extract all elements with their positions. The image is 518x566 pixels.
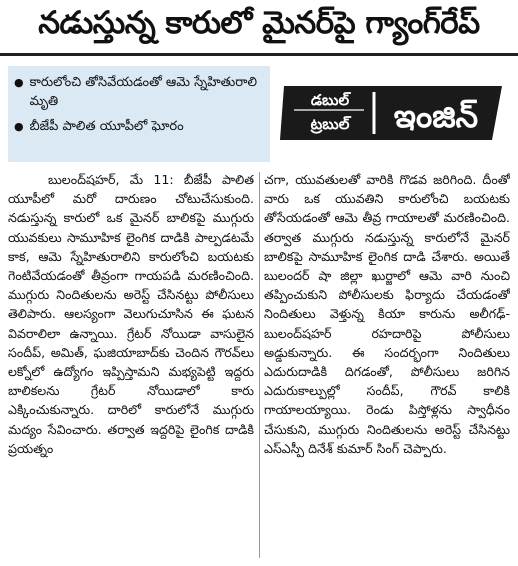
highlight-item <box>14 73 264 111</box>
article-paragraph: బులంద్‌షహర్, మే 11: బీజేపీ పాలిత యూపీలో మరో దారుణం చోటుచేసుకుంది. నడుస్తున్న కారులో ఒక మైనర్ బాలికపై ముగ్గురు యువకులు సామూహిక లైంగిక దాడికి పాల్పడటమే కాక, ఆమె స్నేహితురాలిని కారులోంచి బయటకు గెంటివేయడంతో తీవ్రంగా గాయపడి మరణించింది. ముగ్గురు నిందితులను అరెస్ట్ చేసినట్టు పోలీసులు తెలిపారు. ఆలస్యంగా వెలుగుచూసిన ఈ ఘటన వివరాలిలా ఉన్నాయి. గ్రేటర్ నోయిడా వాసులైన సందీప్, అమిత్, ఘజియాబాద్‌కు చెందిన గౌరవ్‌లు లక్నోలో ఉద్యోగం ఇప్పిస్తామని మభ్యపెట్టి ఇద్దరు బాలికలను గ్రేటర్ నోయిడాలో కారు ఎక్కించుకున్నారు. దారిలో కారులోనే ముగ్గురు మద్యం సేవించారు. తర్వాత ఇద్దరిపై లైంగిక దాడికి ప్రయత్నం <box>8 172 254 456</box>
highlight-text: కారులోంచి తోసివేయడంతో ఆమె స్నేహితురాలి మృతి <box>29 75 257 109</box>
double-trouble-engine-logo <box>280 78 506 148</box>
bullet-icon: ● <box>14 120 24 133</box>
highlight-text: బీజేపీ పాలిత యూపీలో ఘోరం <box>29 119 184 134</box>
column-divider <box>259 172 260 558</box>
highlight-item <box>14 117 264 136</box>
logo-word: ఇంజిన్ <box>393 97 479 135</box>
article-paragraph: చగా, యువతులతో వారికి గొడవ జరిగింది. దీంతో వారు ఒక యువతిని కారులోంచి బయటకు తోసేయడంతో ఆమె తీవ్ర గాయాలతో మరణించింది. తర్వాత ముగ్గురు నడుస్తున్న కారులోనే మైనర్ బాలికపై సామూహిక లైంగిక దాడి చేశారు. అయితే బులందర్ షా జిల్లా ఖుర్జాలో ఆమె వారి నుంచి తప్పించుకుని పోలీసులకు ఫిర్యాదు చేయడంతో నిందితులు వెళ్తున్న కియా కారును అలీగఢ్-బులంద్‌షహర్ రహదారిపై పోలీసులు అడ్డుకున్నారు. ఈ సందర్భంగా నిందితులు ఎదురుదాడికి దిగడంతో, పోలీసులు జరిగిన ఎదురుకాల్పుల్లో సందీప్, గౌరవ్ కాలికి గాయాలయ్యాయి. రెండు పిస్తోళ్లను స్వాధీనం చేసుకుని, ముగ్గురు నిందితులను అరెస్ట్ చేసినట్టు ఎస్ఎస్పీ దినేశ్ కుమార్ సింగ్ చెప్పారు. <box>264 172 510 456</box>
bullet-icon: ● <box>14 76 24 89</box>
logo-line2: ట్రబుల్ <box>310 115 350 133</box>
article-column-1 <box>8 170 254 560</box>
logo-line1: డబుల్ <box>310 91 350 109</box>
highlights-box <box>8 66 270 162</box>
article-column-2 <box>264 170 510 560</box>
headline <box>0 0 518 56</box>
headline-text: నడుస్తున్న కారులో మైనర్‌పై గ్యాంగ్‌రేప్ <box>38 5 480 41</box>
